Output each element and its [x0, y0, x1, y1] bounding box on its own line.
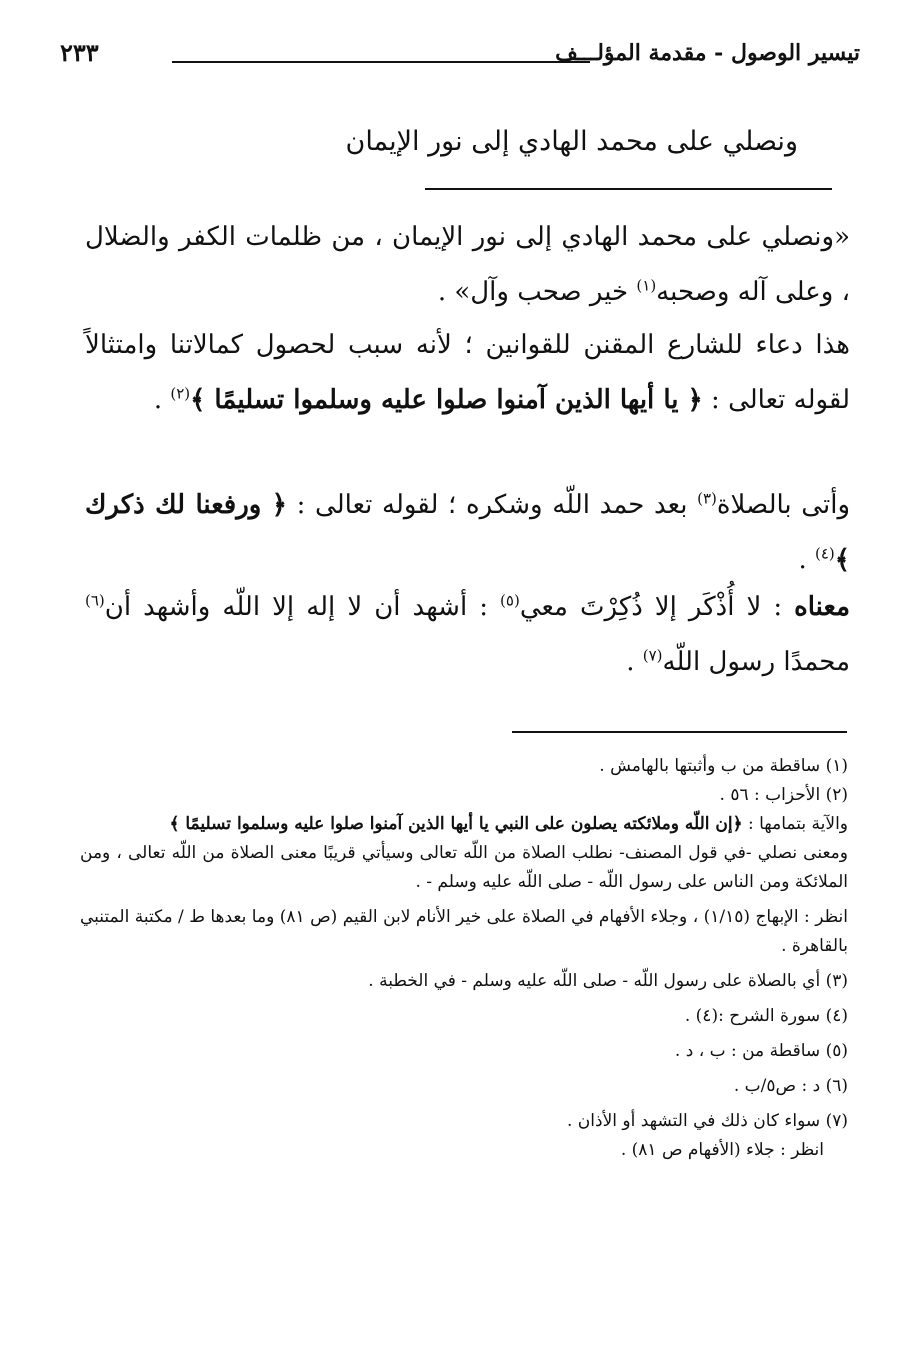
p1-end: خير صحب وآل» . — [437, 277, 637, 307]
footnotes — [80, 752, 848, 1165]
footnote-6: (٦) د : ص٥/ب . — [733, 1076, 848, 1096]
footnote-5: (٥) ساقطة من : ب ، د . — [674, 1041, 848, 1061]
paragraph-1 — [85, 210, 850, 320]
footnote-2-verse — [80, 810, 848, 839]
footnote-2-verse-text: ﴿إن اللّه وملائكته يصلون على النبي يا أيها الذين آمنوا صلوا عليه وسلموا تسليمًا ﴾ — [169, 814, 743, 834]
p2-end: . — [153, 385, 171, 415]
p2-verse: ﴿ يا أيها الذين آمنوا صلوا عليه وسلموا تسليمًا ﴾ — [190, 385, 703, 415]
footnote-rule — [512, 731, 847, 733]
p3-text2: بعد حمد اللّه وشكره ؛ لقوله تعالى : — [286, 490, 698, 520]
footnote-ref-2: (٢) — [170, 384, 191, 403]
footnote-ref-7: (٧) — [642, 646, 663, 665]
p1-quote: «ونصلي على محمد الهادي إلى نور الإيمان ، من ظلمات الكفر والضلال ، وعلى آله وصحبه — [85, 222, 850, 307]
paragraph-2 — [85, 318, 850, 428]
footnote-3: (٣) أي بالصلاة على رسول اللّه - صلى اللّه عليه وسلم - في الخطبة . — [368, 971, 848, 991]
footnote-1: (١) ساقطة من ب وأثبتها بالهامش . — [599, 756, 848, 776]
p4-text3: محمدًا رسول اللّه — [662, 647, 850, 677]
paragraph-4 — [85, 580, 850, 690]
footnote-ref-1: (١) — [636, 276, 657, 295]
paragraph-3 — [85, 478, 850, 588]
footnote-ref-3: (٣) — [697, 489, 717, 508]
footnote-7: (٧) سواء كان ذلك في التشهد أو الأذان . — [566, 1111, 848, 1131]
p4-end: . — [626, 647, 643, 677]
footnote-ref-6: (٦) — [85, 591, 105, 610]
header-rule — [172, 61, 590, 63]
footnote-2: (٢) الأحزاب : ٥٦ . — [719, 785, 848, 805]
running-title: تيسير الوصول - مقدمة المؤلـــف — [555, 40, 860, 66]
footnote-2-ref: انظر : الإبهاج (١/١٥) ، وجلاء الأفهام في الصلاة على خير الأنام لابن القيم (ص ٨١) وما بعدها ط / مكتبة المتنبي بالقاهرة . — [80, 907, 848, 956]
footnote-2-note: ومعنى نصلي -في قول المصنف- نطلب الصلاة من اللّه تعالى وسيأتي قريبًا معنى الصلاة من اللّه تعالى ، ومن الملائكة ومن الناس على رسول اللّه - صلى اللّه عليه وسلم - . — [80, 843, 848, 892]
section-title: ونصلي على محمد الهادي إلى نور الإيمان — [345, 126, 798, 157]
page-number: ٢٣٣ — [60, 38, 99, 67]
footnote-4: (٤) سورة الشرح :(٤) . — [684, 1006, 848, 1026]
p3-text: وأتى بالصلاة — [716, 490, 850, 520]
footnote-ref-5: (٥) — [500, 591, 520, 610]
p4-lead: معناه — [794, 592, 850, 622]
p4-text2: : أشهد أن لا إله إلا اللّه وأشهد أن — [104, 592, 501, 622]
p3-verse: ﴿ ورفعنا لك ذكرك ﴾ — [85, 490, 850, 575]
footnote-2-verse-lead: والآية بتمامها : — [742, 814, 848, 834]
footnote-7-ref: انظر : جلاء (الأفهام ص ٨١) . — [620, 1140, 824, 1160]
p3-end: . — [798, 545, 815, 575]
footnote-ref-4: (٤) — [814, 544, 835, 563]
p2-text: هذا دعاء للشارع المقنن للقوانين ؛ لأنه سبب لحصول كمالاتنا وامتثالاً لقوله تعالى : — [85, 330, 850, 415]
title-underline — [425, 188, 832, 190]
page-header — [60, 34, 860, 84]
p4-text: : لا أُذْكَر إلا ذُكِرْتَ معي — [519, 592, 795, 622]
